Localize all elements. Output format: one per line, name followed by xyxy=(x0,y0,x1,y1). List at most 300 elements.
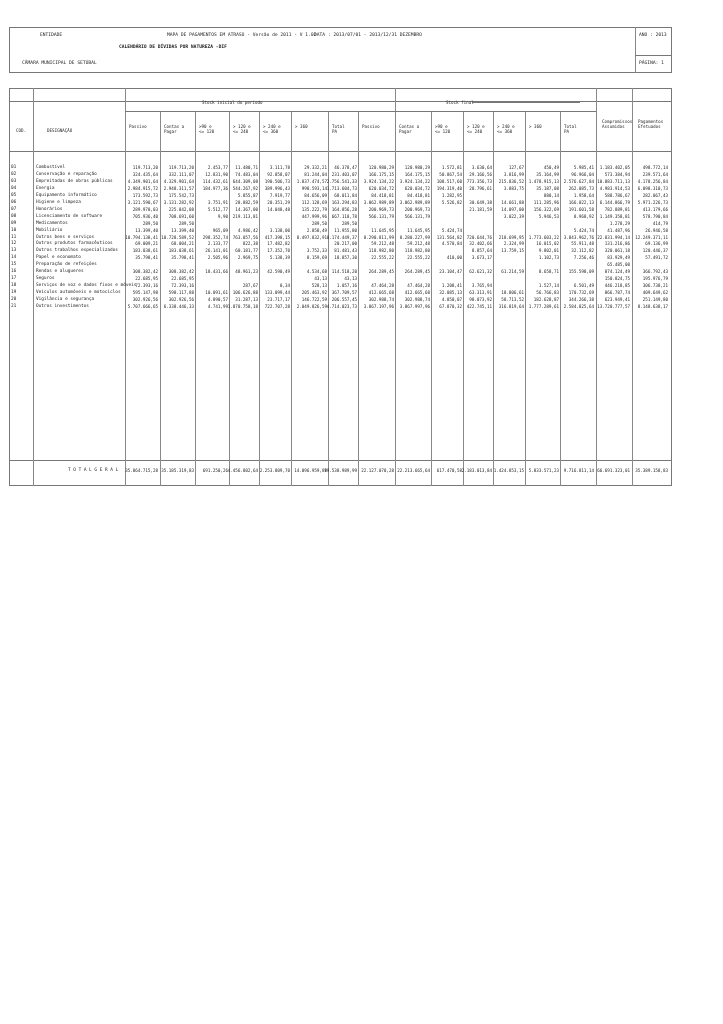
row-value: 60.181,77 xyxy=(235,248,258,254)
row-value: 1.773.603,22 xyxy=(528,234,559,240)
row-code: 02 xyxy=(11,171,17,177)
row-value: 289,50 xyxy=(142,220,158,226)
sub-header: Contas a Pagar xyxy=(164,124,185,135)
row-value: 114.432,61 xyxy=(202,178,228,184)
column-line xyxy=(259,111,260,486)
row-value: 447.999,96 xyxy=(301,213,327,219)
row-value: 3.062.989,89 xyxy=(363,199,394,205)
row-value: 11.480,71 xyxy=(235,165,258,170)
row-value: 1.713.604,73 xyxy=(326,185,357,191)
row-code: 15 xyxy=(11,262,17,268)
row-designation: Vigilância e segurança xyxy=(36,297,95,303)
row-value: 3.752,33 xyxy=(306,248,327,254)
row-value: 0,34 xyxy=(279,283,290,289)
row-value: 190.506,73 xyxy=(264,178,290,184)
row-value: 1.208,41 xyxy=(441,283,462,289)
row-value: 4.986,42 xyxy=(237,227,258,233)
row-value: 412.665,68 xyxy=(368,290,394,296)
row-value: 2.984.915,72 xyxy=(127,185,158,191)
row-value: 332.111,07 xyxy=(168,171,194,177)
row-value: 782.889,81 xyxy=(604,206,630,212)
row-value: 120.980,29 xyxy=(368,165,394,170)
row-value: 84.418,81 xyxy=(371,192,394,198)
row-code: 08 xyxy=(11,213,17,219)
totals-value: 4.456.802,64 xyxy=(227,468,258,473)
row-value: 14.048,48 xyxy=(267,206,290,212)
row-designation: Honorários xyxy=(36,206,63,212)
sub-header: > 120 e <= 240 xyxy=(467,124,485,135)
row-value: 120.980,29 xyxy=(404,165,430,170)
row-value: 135.222,79 xyxy=(301,206,327,212)
row-value: 96.966,04 xyxy=(571,171,594,177)
row-value: 544.267,92 xyxy=(232,185,258,191)
row-value: 3.924.134,22 xyxy=(363,178,394,184)
row-value: 127,67 xyxy=(508,165,524,170)
sub-header: > 360 xyxy=(295,124,308,129)
row-value: 566.131,79 xyxy=(368,213,394,219)
row-value: 206.557,45 xyxy=(331,297,357,303)
row-value: 156.322,69 xyxy=(533,206,559,212)
row-designation: Equipamento informático xyxy=(36,192,97,198)
row-value: 23.104,47 xyxy=(439,269,462,275)
row-value: 13.399,40 xyxy=(135,227,158,233)
row-value: 3.765,94 xyxy=(471,283,492,289)
row-value: 83.929,49 xyxy=(607,255,630,261)
row-value: 22.555,22 xyxy=(407,255,430,261)
sub-header: > 240 e <= 360 xyxy=(263,124,281,135)
row-designation: Outros bens e serviços xyxy=(36,234,95,240)
row-value: 302.988,74 xyxy=(404,297,430,303)
row-value: 4.534,68 xyxy=(306,269,327,275)
row-value: 29.332,21 xyxy=(304,165,327,170)
row-value: 3.138,00 xyxy=(269,227,290,233)
totals-value: 2.183.013,84 xyxy=(461,468,492,473)
column-line xyxy=(291,111,292,486)
row-value: 1.777.289,61 xyxy=(528,304,559,309)
row-value: 1.837.474,57 xyxy=(296,178,327,184)
row-value: 13.399,40 xyxy=(171,227,194,233)
row-value: 68.004,21 xyxy=(171,241,194,247)
row-value: 866.787,74 xyxy=(604,290,630,296)
row-value: 182.628,87 xyxy=(533,297,559,303)
row-value: 367.709,57 xyxy=(331,290,357,296)
row-value: 344.266,38 xyxy=(568,297,594,303)
row-designation: Energia xyxy=(36,185,55,191)
header-rule xyxy=(635,55,672,56)
row-value: 166.022,13 xyxy=(568,199,594,205)
row-value: 14.367,00 xyxy=(235,206,258,212)
row-value: 58.713,52 xyxy=(501,297,524,303)
row-value: 708.691,60 xyxy=(168,213,194,219)
row-code: 09 xyxy=(11,220,17,226)
row-value: 183.038,61 xyxy=(132,248,158,254)
row-designation: Outros produtos farmacêuticos xyxy=(36,241,113,247)
row-code: 03 xyxy=(11,178,17,184)
totals-value: 22.213.665,64 xyxy=(397,468,430,473)
row-value: 412.665,68 xyxy=(404,290,430,296)
row-value: 118.982,80 xyxy=(368,248,394,254)
row-value: 620.034,72 xyxy=(404,185,430,191)
row-value: 4.741,99 xyxy=(207,304,228,309)
row-value: 251.149,80 xyxy=(642,297,668,303)
row-value: 320.061,18 xyxy=(604,248,630,254)
row-code: 19 xyxy=(11,290,17,296)
row-code: 16 xyxy=(11,269,17,275)
row-designation: Combustível xyxy=(36,165,66,170)
row-value: 6.501,49 xyxy=(573,283,594,289)
row-value: 5.946,53 xyxy=(538,213,559,219)
row-value: 289,50 xyxy=(341,220,357,226)
sub-header: Contas a Pagar xyxy=(399,124,420,135)
row-code: 14 xyxy=(11,255,17,261)
row-value: 289,50 xyxy=(178,220,194,226)
row-value: 302.988,74 xyxy=(368,297,394,303)
row-value: 12.249.371,11 xyxy=(635,234,668,240)
row-value: 3.843.962,76 xyxy=(563,234,594,240)
row-value: 47.464,28 xyxy=(407,283,430,289)
row-value: 262.085,73 xyxy=(568,185,594,191)
row-value: 1.278,29 xyxy=(609,220,630,226)
row-value: 29.166,56 xyxy=(469,171,492,177)
year: ANO : 2013 xyxy=(639,33,667,38)
row-value: 225.842,08 xyxy=(168,206,194,212)
row-value: 2.756.541,33 xyxy=(326,178,357,184)
sub-header: >90 e <= 120 xyxy=(199,124,215,135)
row-value: 175.542,73 xyxy=(168,192,194,198)
row-value: 3.816,99 xyxy=(503,171,524,177)
row-designation: Higiene e limpeza xyxy=(36,199,81,205)
row-value: 4.349.901,64 xyxy=(127,178,158,184)
row-value: 4.714.023,73 xyxy=(326,304,357,309)
row-designation: Licenciamento de software xyxy=(36,213,103,219)
column-line xyxy=(195,111,196,486)
row-value: 4.178.256,84 xyxy=(637,178,668,184)
row-value: 588.786,67 xyxy=(604,192,630,198)
column-line xyxy=(493,111,494,486)
row-value: 59.212,48 xyxy=(371,241,394,247)
sub-header: > 240 e <= 360 xyxy=(497,124,515,135)
col-code-header: COD. xyxy=(16,128,27,133)
row-value: 9.802,01 xyxy=(538,248,559,254)
report-subtitle: CALENDÁRIO DE DÍVIDAS POR NATUREZA -DIF xyxy=(119,45,227,50)
column-line xyxy=(525,111,526,486)
row-value: 22.685,95 xyxy=(171,276,194,282)
row-value: 6.098.310,73 xyxy=(637,185,668,191)
row-value: 1.149.358,81 xyxy=(599,213,630,219)
row-value: 667.118,78 xyxy=(331,213,357,219)
row-value: 8.968,92 xyxy=(573,213,594,219)
row-value: 2.505,96 xyxy=(207,255,228,261)
totals-value: 617.470,58 xyxy=(436,468,462,473)
totals-value: 5.833.571,23 xyxy=(528,468,559,473)
row-value: 218.699,95 xyxy=(498,234,524,240)
row-code: 21 xyxy=(11,304,17,309)
row-value: 410,00 xyxy=(446,255,462,261)
row-value: 3.867.997,96 xyxy=(399,304,430,309)
row-value: 164.856,28 xyxy=(331,206,357,212)
row-code: 11 xyxy=(11,234,17,240)
row-value: 450,49 xyxy=(543,165,559,170)
group-final-header: Stock final xyxy=(446,100,474,105)
row-value: 2.324,99 xyxy=(503,241,524,247)
row-value: 578.790,84 xyxy=(642,213,668,219)
row-designation: Veículos automóveis e motociclos xyxy=(36,290,121,296)
row-value: 446.218,85 xyxy=(604,283,630,289)
totals-value: 35.864.715,28 xyxy=(125,468,158,473)
row-value: 5.526,82 xyxy=(441,199,462,205)
row-value: 26.946,58 xyxy=(645,227,668,233)
row-value: 46.378,47 xyxy=(334,165,357,170)
row-value: 306.738,21 xyxy=(642,283,668,289)
row-value: 287,67 xyxy=(242,283,258,289)
row-value: 18.431,66 xyxy=(205,269,228,275)
row-value: 163.294,83 xyxy=(331,199,357,205)
row-value: 8.497.832,91 xyxy=(296,234,327,240)
row-value: 6.144.866,79 xyxy=(599,199,630,205)
row-value: 1.057,16 xyxy=(336,283,357,289)
row-value: 1.183.402,05 xyxy=(599,165,630,170)
row-value: 573.384,94 xyxy=(604,171,630,177)
row-value: 18.806,61 xyxy=(501,290,524,296)
row-value: 874.124,49 xyxy=(604,269,630,275)
sub-header: Total PA xyxy=(564,124,577,135)
row-value: 13.720.777,57 xyxy=(597,304,630,309)
row-value: 308.382,42 xyxy=(132,269,158,275)
row-value: 55.911,48 xyxy=(571,241,594,247)
row-value: 65.485,00 xyxy=(607,262,630,268)
row-value: 8.280.227,99 xyxy=(399,234,430,240)
row-value: 32.402,66 xyxy=(469,241,492,247)
row-value: 3.924.134,22 xyxy=(399,178,430,184)
column-line xyxy=(431,111,432,486)
row-value: 50.867,54 xyxy=(439,171,462,177)
col-commitments-header: Compromissos Assumidos xyxy=(602,119,633,130)
row-value: 5.971.226,73 xyxy=(637,199,668,205)
row-value: 120.446,37 xyxy=(642,248,668,254)
row-value: 26.141,01 xyxy=(205,248,228,254)
row-value: 173.592,73 xyxy=(132,192,158,198)
totals-value: 35.389.158,83 xyxy=(635,468,668,473)
row-value: 965,09 xyxy=(212,227,228,233)
group-initial-header: Stock inicial do período xyxy=(202,100,263,105)
row-value: 13.759,15 xyxy=(501,248,524,254)
row-value: 61.214,59 xyxy=(501,269,524,275)
row-value: 22.685,95 xyxy=(135,276,158,282)
row-code: 07 xyxy=(11,206,17,212)
totals-value: 1.424.853,15 xyxy=(493,468,524,473)
column-line xyxy=(395,88,396,486)
row-value: 14.661,88 xyxy=(501,199,524,205)
row-value: 5.707.666,65 xyxy=(127,304,158,309)
row-value: 3.131.282,92 xyxy=(163,199,194,205)
org-short: ENTIDADE xyxy=(40,33,63,38)
row-value: 28.882,59 xyxy=(235,199,258,205)
row-value: 11.645,95 xyxy=(407,227,430,233)
row-value: 763.057,56 xyxy=(232,234,258,240)
row-value: 43,13 xyxy=(344,276,357,282)
row-value: 2.453,77 xyxy=(207,165,228,170)
row-value: 200.969,73 xyxy=(368,206,394,212)
row-value: 773.356,73 xyxy=(466,178,492,184)
row-designation: Papel e economato xyxy=(36,255,81,261)
row-value: 98.073,92 xyxy=(469,297,492,303)
row-code: 05 xyxy=(11,192,17,198)
row-value: 3.111,78 xyxy=(269,165,290,170)
row-value: 1.282,95 xyxy=(441,192,462,198)
row-value: 10.883.711,13 xyxy=(597,178,630,184)
row-code: 12 xyxy=(11,241,17,247)
row-value: 316.819,64 xyxy=(498,304,524,309)
row-value: 620.034,72 xyxy=(368,185,394,191)
row-value: 8.290.811,99 xyxy=(363,234,394,240)
row-value: 598.117,88 xyxy=(168,290,194,296)
row-value: 17.482,82 xyxy=(267,241,290,247)
row-value: 417.398,15 xyxy=(264,234,290,240)
row-value: 7.256,46 xyxy=(573,255,594,261)
row-value: 302.926,56 xyxy=(132,297,158,303)
row-value: 595.147,98 xyxy=(132,290,158,296)
row-value: 4.329.901,64 xyxy=(163,178,194,184)
row-value: 22.831.994,14 xyxy=(597,234,630,240)
org-name: CÂMARA MUNICIPAL DE SETÚBAL xyxy=(22,61,97,66)
row-designation: Preparação de refeições xyxy=(36,262,97,268)
row-value: 4.983.914,53 xyxy=(599,185,630,191)
row-value: 5.424,74 xyxy=(573,227,594,233)
row-value: 133.099,44 xyxy=(264,290,290,296)
row-value: 2.576.627,84 xyxy=(563,178,594,184)
row-code: 13 xyxy=(11,248,17,254)
row-value: 11.645,95 xyxy=(371,227,394,233)
row-value: 150.824,75 xyxy=(604,276,630,282)
row-designation: Serviços de voz e dados fixos e móveis xyxy=(36,283,137,289)
page-number: PÁGINA: 1 xyxy=(639,61,664,66)
row-value: 18.857,30 xyxy=(334,255,357,261)
row-value: 72.393,16 xyxy=(135,283,158,289)
row-value: 298.352,74 xyxy=(202,234,228,240)
row-value: 191.601,58 xyxy=(568,206,594,212)
row-code: 06 xyxy=(11,199,17,205)
row-value: 48.961,23 xyxy=(235,269,258,275)
row-value: 47.464,28 xyxy=(371,283,394,289)
row-value: 3.062.989,89 xyxy=(399,199,430,205)
row-value: 84.418,81 xyxy=(407,192,430,198)
row-value: 1.958,64 xyxy=(573,192,594,198)
row-value: 3.867.197,96 xyxy=(363,304,394,309)
row-value: 264.289,45 xyxy=(368,269,394,275)
totals-label: T O T A L G E R A L xyxy=(68,468,119,473)
sub-header: Passivo xyxy=(362,124,380,129)
row-code: 20 xyxy=(11,297,17,303)
row-value: 164.175,15 xyxy=(404,171,430,177)
row-code: 17 xyxy=(11,276,17,282)
row-value: 31.287,13 xyxy=(235,297,258,303)
row-value: 409.649,62 xyxy=(642,290,668,296)
row-value: 215.836,52 xyxy=(498,178,524,184)
row-value: 3.883,75 xyxy=(503,185,524,191)
row-value: 43,13 xyxy=(314,276,327,282)
row-value: 155.598,09 xyxy=(568,269,594,275)
row-value: 8.148.638,17 xyxy=(637,304,668,309)
row-designation: Rendas e alugueres xyxy=(36,269,84,275)
row-value: 219.113,81 xyxy=(232,213,258,219)
row-value: 20.217,00 xyxy=(334,241,357,247)
row-value: 41.487,96 xyxy=(607,227,630,233)
row-value: 1.102,73 xyxy=(538,255,559,261)
row-value: 72.393,16 xyxy=(171,283,194,289)
row-value: 69.136,99 xyxy=(645,241,668,247)
row-value: 146.722,59 xyxy=(301,297,327,303)
row-designation: Empreitadas de obras públicas xyxy=(36,178,113,184)
col-payments-header: Pagamentos Efetuados xyxy=(638,119,664,130)
column-line xyxy=(328,111,329,486)
row-value: 16.015,02 xyxy=(536,241,559,247)
row-value: 21.181,59 xyxy=(469,206,492,212)
row-value: 302.926,56 xyxy=(168,297,194,303)
sub-header: > 360 xyxy=(529,124,542,129)
row-value: 5.138,39 xyxy=(269,255,290,261)
row-value: 5.855,87 xyxy=(237,192,258,198)
row-value: 166.175,15 xyxy=(368,171,394,177)
column-line xyxy=(632,88,633,486)
row-value: 705.936,40 xyxy=(132,213,158,219)
row-value: 2.858,49 xyxy=(306,227,327,233)
row-value: 23.717,17 xyxy=(267,297,290,303)
row-value: 12.831,90 xyxy=(205,171,228,177)
row-value: 32.085,13 xyxy=(439,290,462,296)
row-value: 289,50 xyxy=(311,220,327,226)
row-value: 10.728.589,52 xyxy=(161,234,194,240)
row-value: 32.112,82 xyxy=(571,248,594,254)
row-value: 8.857,64 xyxy=(471,248,492,254)
row-value: 239.571,64 xyxy=(642,171,668,177)
row-value: 566.131,79 xyxy=(404,213,430,219)
row-value: 10.091,61 xyxy=(205,290,228,296)
row-value: 119.713,20 xyxy=(132,165,158,170)
column-line xyxy=(160,111,161,486)
group-rule xyxy=(125,111,358,112)
row-value: 35.798,41 xyxy=(171,255,194,261)
row-value: 69.009,21 xyxy=(135,241,158,247)
group-final-line xyxy=(472,102,580,103)
totals-value: 19.538.989,99 xyxy=(324,468,357,473)
row-value: 880,14 xyxy=(543,192,559,198)
totals-value: 9.716.811,14 xyxy=(563,468,594,473)
row-value: 2.584.825,64 xyxy=(563,304,594,309)
totals-value: 691.250,26 xyxy=(202,468,228,473)
row-value: 6.338.446,33 xyxy=(163,304,194,309)
row-value: 194.319,40 xyxy=(436,185,462,191)
totals-value: 22.127.070,28 xyxy=(361,468,394,473)
row-value: 8.174.449,37 xyxy=(326,234,357,240)
row-value: 231.403,07 xyxy=(331,171,357,177)
row-value: 308.382,42 xyxy=(168,269,194,275)
row-value: 8.658,71 xyxy=(538,269,559,275)
row-value: 35.187,08 xyxy=(536,185,559,191)
row-value: 84.656,09 xyxy=(304,192,327,198)
row-value: 56.766,83 xyxy=(536,290,559,296)
row-value: 59.212,48 xyxy=(407,241,430,247)
row-value: 2.969,75 xyxy=(237,255,258,261)
row-value: 8.159,69 xyxy=(306,255,327,261)
row-value: 14.097,00 xyxy=(501,206,524,212)
header-frame xyxy=(9,27,672,73)
totals-value: 14.096.959,89 xyxy=(294,468,327,473)
row-value: 62.621,32 xyxy=(469,269,492,275)
row-designation: Mobiliário xyxy=(36,227,63,233)
row-value: 1.572,81 xyxy=(441,165,462,170)
row-value: 4.890,57 xyxy=(207,297,228,303)
group-rule xyxy=(358,111,596,112)
